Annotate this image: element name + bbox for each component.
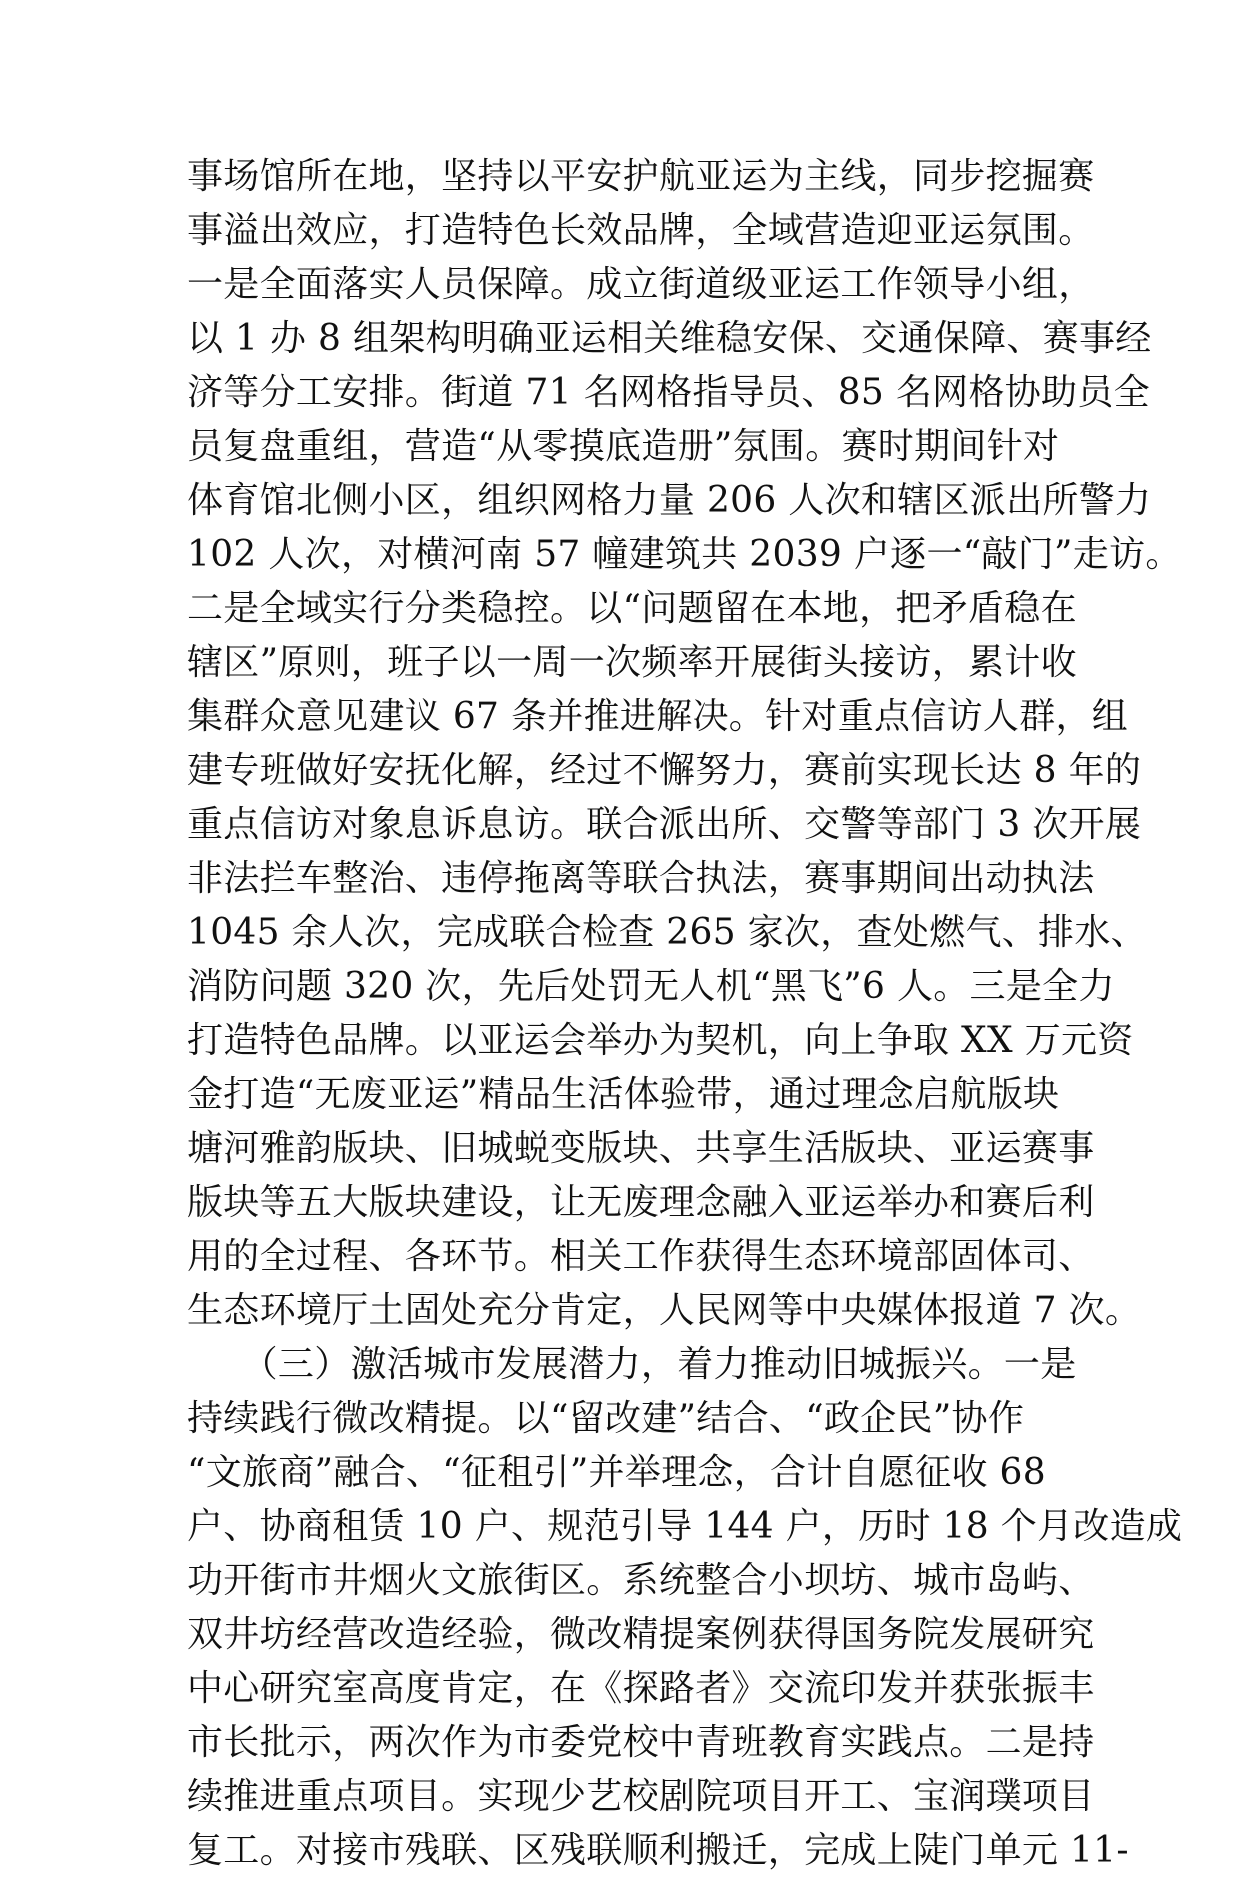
text-line: 功开街市井烟火文旅街区。系统整合小坝坊、城市岛屿、 — [187, 1560, 1095, 1601]
text-line: 集群众意见建议 67 条并推进解决。针对重点信访人群，组 — [187, 696, 1129, 737]
text-line: 建专班做好安抚化解，经过不懈努力，赛前实现长达 8 年的 — [187, 750, 1142, 791]
text-line: 户、协商租赁 10 户、规范引导 144 户，历时 18 个月改造成 — [187, 1506, 1183, 1547]
text-line: 续推进重点项目。实现少艺校剧院项目开工、宝润璞项目 — [187, 1776, 1095, 1817]
text-line: 一是全面落实人员保障。成立街道级亚运工作领导小组， — [187, 264, 1095, 305]
section-heading-line: （三）激活城市发展潜力，着力推动旧城振兴。一是 — [187, 1344, 1077, 1385]
text-line: 复工。对接市残联、区残联顺利搬迁，完成上陡门单元 11- — [187, 1830, 1129, 1871]
body-text — [187, 150, 1183, 1878]
text-line: 双井坊经营改造经验，微改精提案例获得国务院发展研究 — [187, 1614, 1095, 1655]
text-line: 辖区”原则，班子以一周一次频率开展街头接访，累计收 — [187, 642, 1077, 683]
text-line: 体育馆北侧小区，组织网格力量 206 人次和辖区派出所警力 — [187, 480, 1152, 521]
text-line: 二是全域实行分类稳控。以“问题留在本地，把矛盾稳在 — [187, 588, 1077, 629]
text-line: 1045 余人次，完成联合检查 265 家次，查处燃气、排水、 — [187, 912, 1147, 953]
text-line: 非法拦车整治、违停拖离等联合执法，赛事期间出动执法 — [187, 858, 1095, 899]
text-line: 消防问题 320 次，先后处罚无人机“黑飞”6 人。三是全力 — [187, 966, 1115, 1007]
text-line: 金打造“无废亚运”精品生活体验带，通过理念启航版块 — [187, 1074, 1060, 1115]
text-line: 市长批示，两次作为市委党校中青班教育实践点。二是持 — [187, 1722, 1095, 1763]
text-line: “文旅商”融合、“征租引”并举理念，合计自愿征收 68 — [187, 1452, 1046, 1493]
text-line: 生态环境厅土固处充分肯定，人民网等中央媒体报道 7 次。 — [187, 1290, 1142, 1331]
text-line: 济等分工安排。街道 71 名网格指导员、85 名网格协助员全 — [187, 372, 1150, 413]
text-line: 以 1 办 8 组架构明确亚运相关维稳安保、交通保障、赛事经 — [187, 318, 1152, 359]
text-line: 事溢出效应，打造特色长效品牌，全域营造迎亚运氛围。 — [187, 210, 1095, 251]
text-line: 102 人次，对横河南 57 幢建筑共 2039 户逐一“敲门”走访。 — [187, 534, 1182, 575]
text-line: 持续践行微改精提。以“留改建”结合、“政企民”协作 — [187, 1398, 1025, 1439]
text-line: 用的全过程、各环节。相关工作获得生态环境部固体司、 — [187, 1236, 1095, 1277]
text-line: 员复盘重组，营造“从零摸底造册”氛围。赛时期间针对 — [187, 426, 1060, 467]
text-line: 塘河雅韵版块、旧城蜕变版块、共享生活版块、亚运赛事 — [187, 1128, 1095, 1169]
text-line: 版块等五大版块建设，让无废理念融入亚运举办和赛后利 — [187, 1182, 1095, 1223]
text-line: 中心研究室高度肯定，在《探路者》交流印发并获张振丰 — [187, 1668, 1095, 1709]
text-line: 打造特色品牌。以亚运会举办为契机，向上争取 XX 万元资 — [187, 1020, 1134, 1061]
text-line: 事场馆所在地，坚持以平安护航亚运为主线，同步挖掘赛 — [187, 156, 1095, 197]
text-line: 重点信访对象息诉息访。联合派出所、交警等部门 3 次开展 — [187, 804, 1142, 845]
